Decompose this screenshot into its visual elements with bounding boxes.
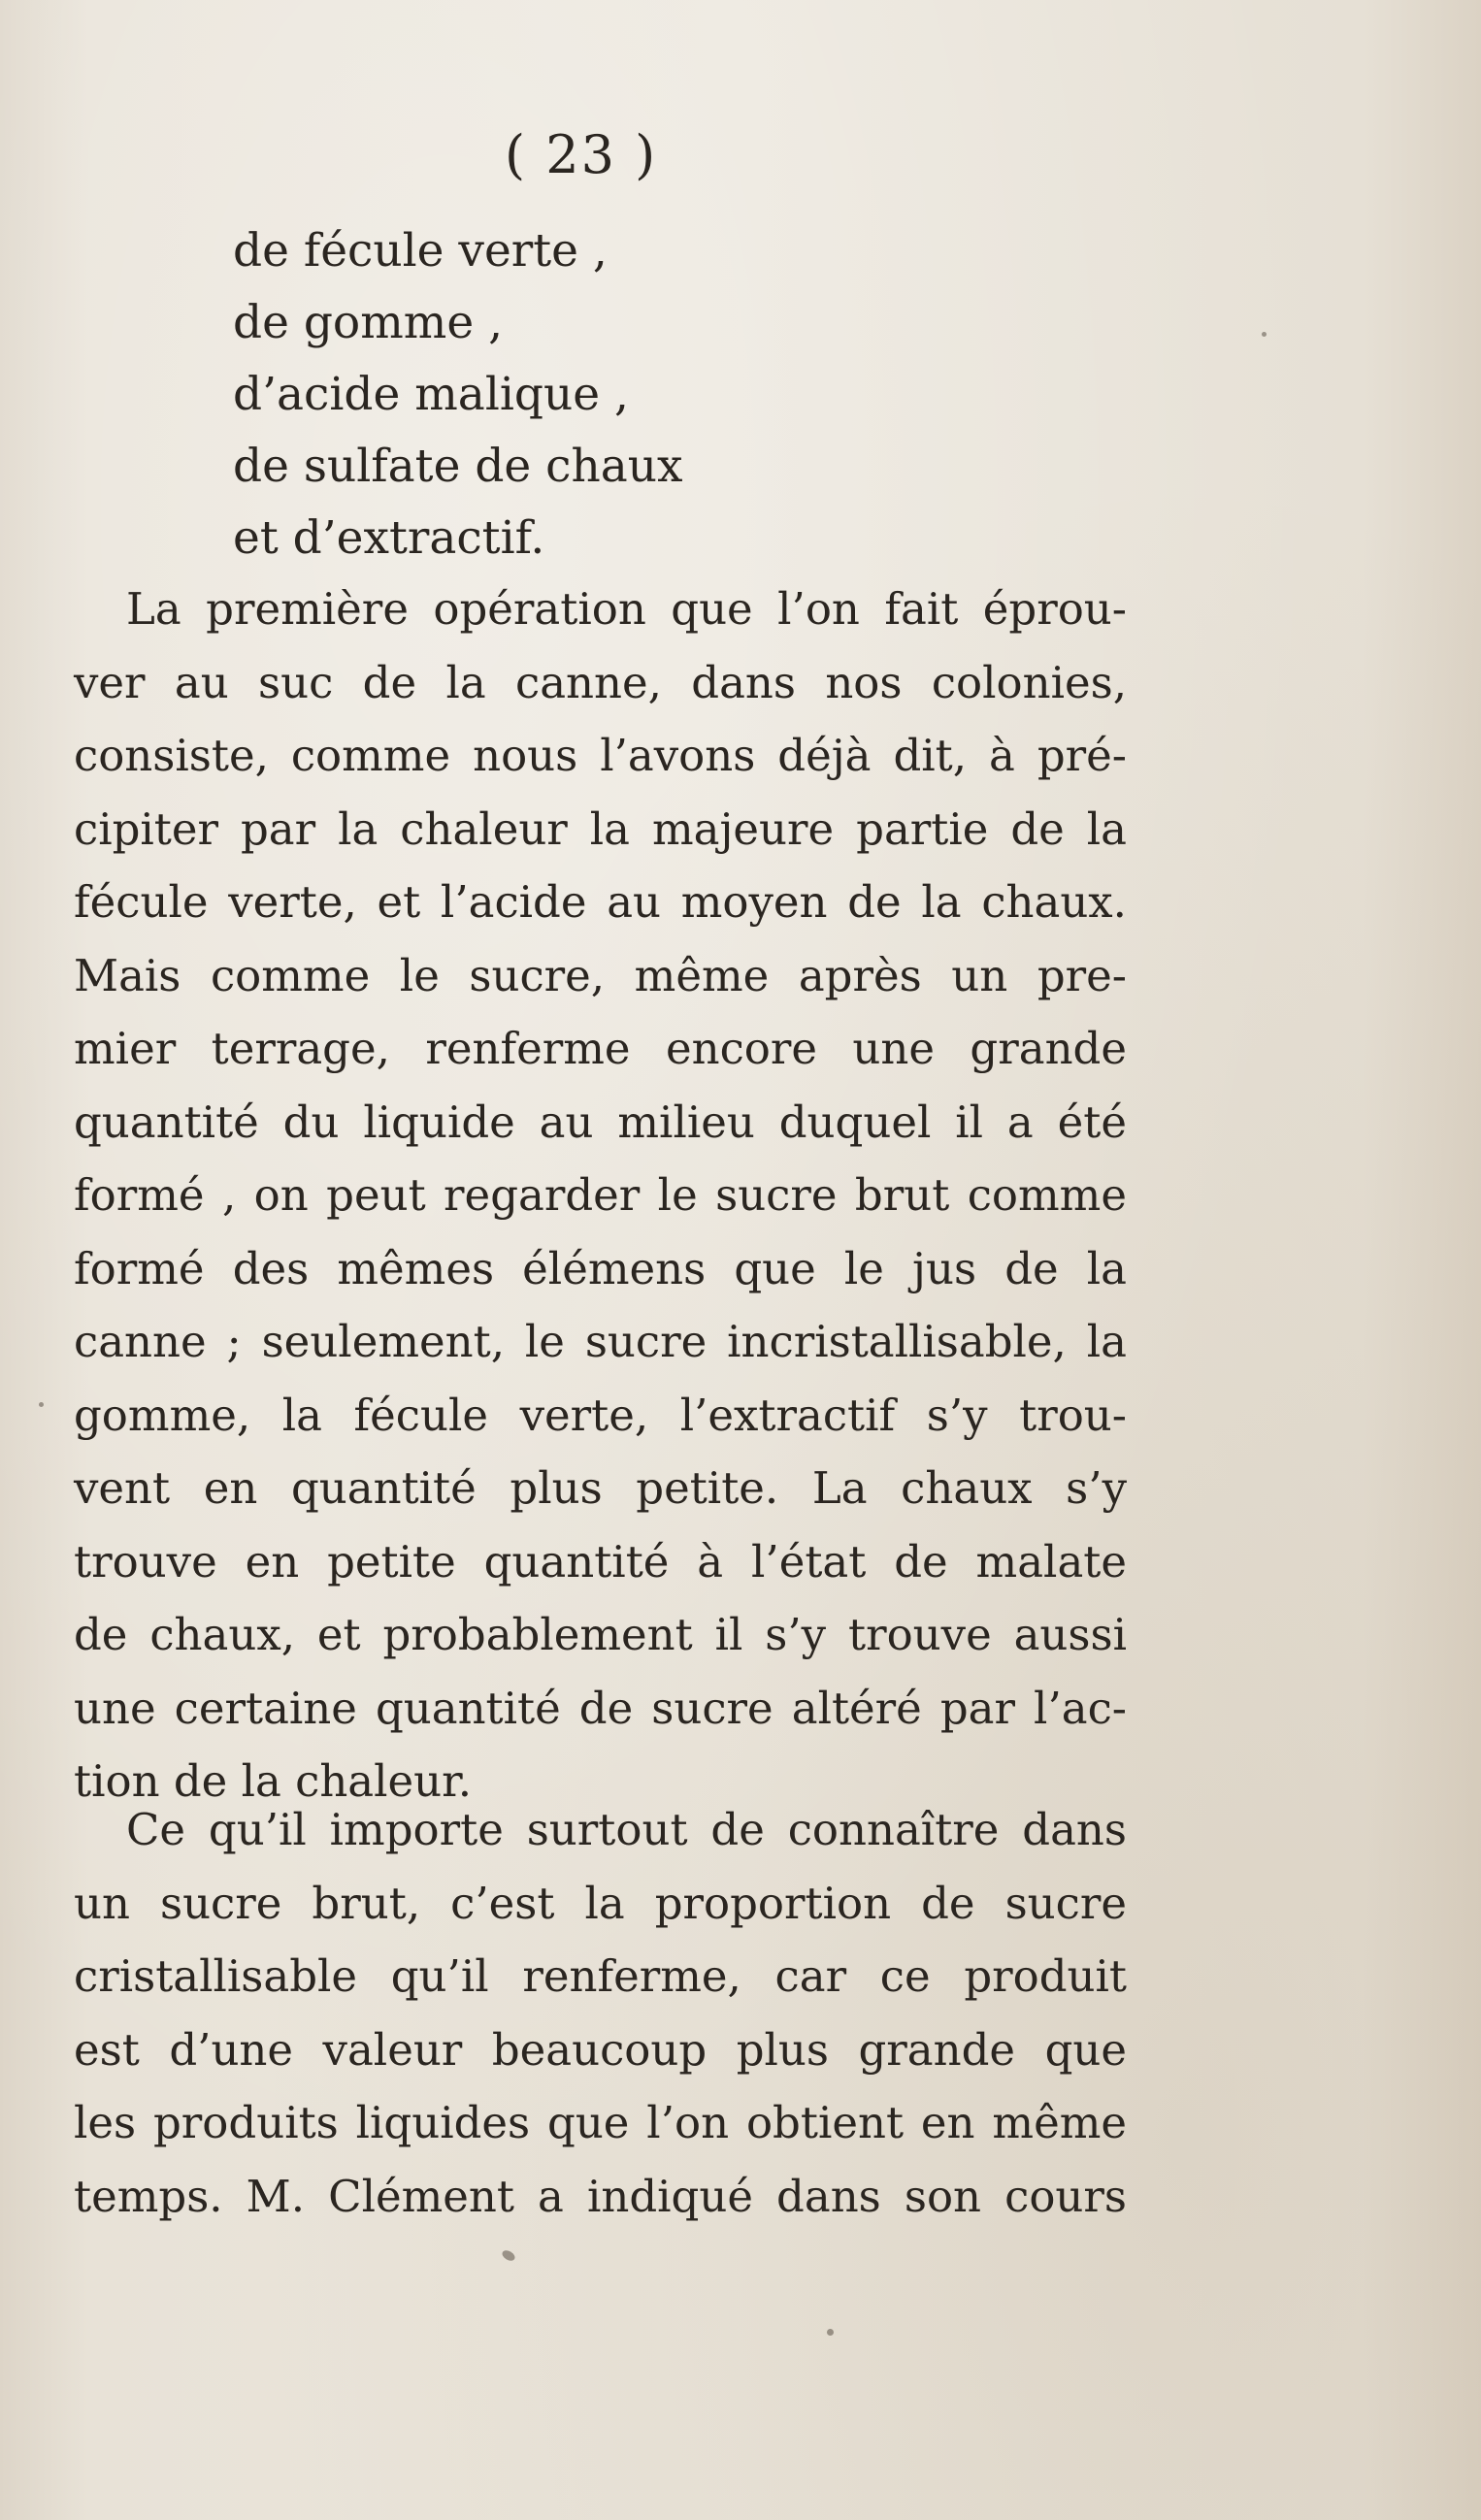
paragraph-2	[74, 1793, 1127, 2233]
text-line: ver au suc de la canne, dans nos colonies,	[74, 656, 1127, 708]
list-item: de sulfate de chaux	[233, 440, 683, 493]
list-item: d’acide malique ,	[233, 368, 629, 421]
paper-spot	[39, 1402, 44, 1407]
paper-spot	[501, 2248, 517, 2263]
text-line: mier terrage, renferme encore une grande	[74, 1023, 1127, 1074]
text-line: fécule verte, et l’acide au moyen de la chaux.	[74, 876, 1127, 928]
paper-spot	[827, 2329, 834, 2336]
text-line: de chaux, et probablement il s’y trouve aussi	[74, 1609, 1127, 1660]
text-line: cipiter par la chaleur la majeure partie de la	[74, 802, 1127, 855]
text-line: Ce qu’il importe surtout de connaître dans	[126, 1804, 1127, 1855]
text-line: est d’une valeur beaucoup plus grande que	[74, 2023, 1127, 2076]
text-line: La première opération que l’on fait éprou-	[126, 583, 1127, 635]
page-number: ( 23 )	[505, 124, 658, 185]
paper-spot	[1262, 332, 1267, 337]
text-line: Mais comme le sucre, même après un pre-	[74, 949, 1127, 1001]
text-line: un sucre brut, c’est la proportion de sucre	[74, 1877, 1127, 1929]
text-line: gomme, la fécule verte, l’extractif s’y trou-	[74, 1389, 1127, 1441]
text-line: vent en quantité plus petite. La chaux s’y	[74, 1462, 1127, 1514]
list-item: de fécule verte ,	[233, 224, 608, 278]
text-line: une certaine quantité de sucre altéré par l’ac-	[74, 1682, 1127, 1734]
text-line: formé des mêmes élémens que le jus de la	[74, 1242, 1127, 1294]
text-line: canne ; seulement, le sucre incristallisable, la	[74, 1316, 1127, 1367]
text-line: les produits liquides que l’on obtient en même	[74, 2097, 1127, 2148]
text-line: temps. M. Clément a indiqué dans son cours	[74, 2170, 1127, 2222]
text-line: trouve en petite quantité à l’état de malate	[74, 1535, 1127, 1587]
paragraph-1	[74, 573, 1127, 1818]
text-line: formé , on peut regarder le sucre brut comme	[74, 1169, 1127, 1221]
text-line: cristallisable qu’il renferme, car ce produit	[74, 1950, 1127, 2002]
ingredient-list	[233, 215, 683, 574]
text-line: quantité du liquide au milieu duquel il a été	[74, 1096, 1127, 1148]
list-item: et d’extractif.	[233, 511, 545, 565]
list-item: de gomme ,	[233, 296, 504, 349]
text-line: consiste, comme nous l’avons déjà dit, à pré-	[74, 730, 1127, 781]
text-line: tion de la chaleur.	[74, 1755, 473, 1807]
